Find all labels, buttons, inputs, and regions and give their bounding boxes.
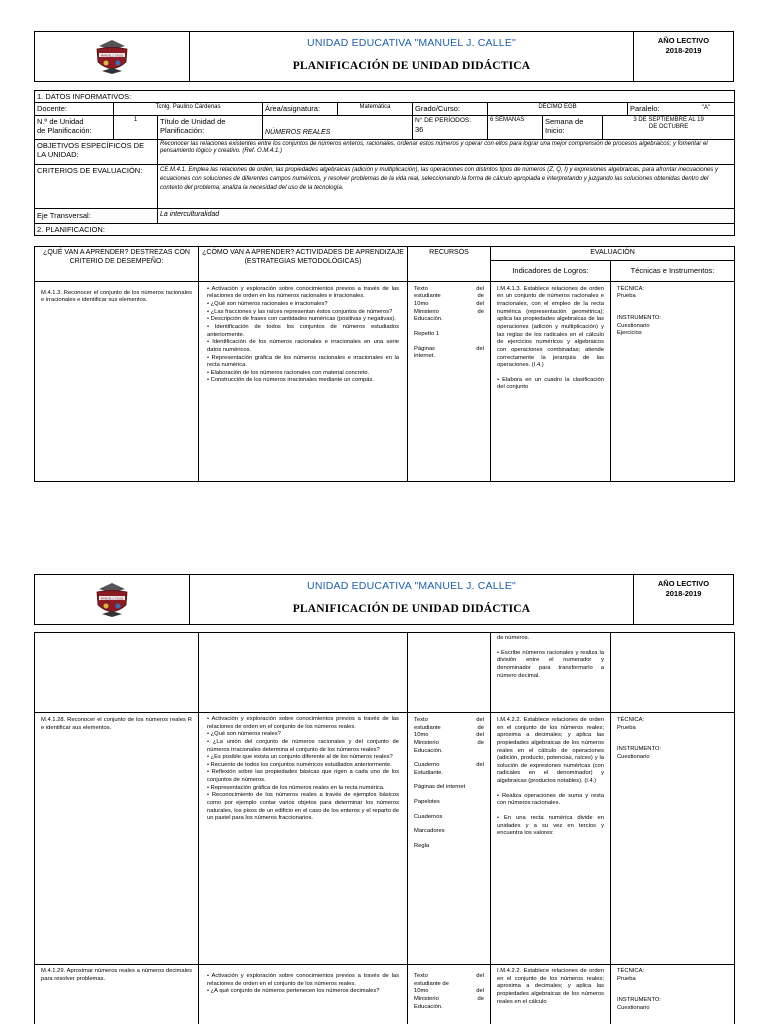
- actividades-cell: [199, 713, 408, 965]
- plan-table-page-2: [34, 632, 735, 1024]
- recurso-line: [414, 717, 484, 725]
- header-destrezas: ¿QUÉ VAN A APRENDER? DESTREZAS CON CRITERIO DE DESEMPEÑO:: [35, 247, 199, 282]
- actividad-item: • Identificación de los números racionales e irracionales en una serie datos numéricos.: [207, 339, 399, 353]
- recurso-line: [414, 973, 484, 981]
- instrumento-label: INSTRUMENTO:: [617, 746, 662, 753]
- actividad-item: • Representación gráfica de los números racionales e irracionales en la recta numérica.: [207, 354, 399, 369]
- tecnica-label: TÉCNICA:: [617, 717, 645, 723]
- recurso-text: del: [476, 717, 484, 723]
- recurso-text: Texto: [414, 285, 428, 292]
- objetivos-label: OBJETIVOS ESPECÍFICOS DE LA UNIDAD:: [35, 139, 158, 164]
- page-header: [34, 31, 734, 82]
- semana-value-line-2: DE OCTUBRE: [648, 124, 689, 131]
- tecnicas-cell: [611, 713, 735, 965]
- info-section-title: 1. DATOS INFORMATIVOS:: [35, 91, 735, 103]
- titulo-value: NÚMEROS REALES: [263, 115, 413, 139]
- recurso-text: Páginas: [414, 345, 435, 352]
- periodos-label: N° DE PERÍODOS:: [415, 116, 472, 124]
- actividad-item: • Reconocimiento de los números reales a través de ejemplos básicos como por ejemplo contar varios objetos para determinar los números naturales, los pisos de un edificio en el caso de los enteros y el reparto de un pastel para los números fraccionarios.: [207, 792, 399, 822]
- recurso-text: de: [477, 739, 484, 746]
- tecnica-label: TÉCNICA:: [617, 285, 645, 292]
- recurso-text: estudiante de: [414, 980, 449, 987]
- indicador-text: I.M.4.2.2. Establece relaciones de orden en el conjunto de los números reales; aproxima a decimales; y aplica las propiedades algebraicas de los números reales en el cálculo de operaciones (adición, producto, potencias, raíces) y la solución de expresiones numéricas (con radicales en el denominador) y algebraicas (productos notables). (I.4.): [497, 717, 604, 785]
- recurso-text: de: [477, 293, 484, 300]
- unidad-label-line-2: de Planificación:: [37, 126, 92, 136]
- school-crest-icon: [92, 38, 132, 76]
- semanas-value: 6 SEMANAS: [488, 115, 543, 139]
- unidad-label-line-1: N.º de Unidad: [37, 116, 84, 126]
- docente-label: Docente:: [35, 103, 114, 115]
- recurso-line: [414, 843, 484, 851]
- recurso-line: [414, 740, 484, 748]
- recurso-text: de: [477, 724, 484, 731]
- school-logo: [35, 575, 190, 624]
- unidad-label: [35, 115, 114, 139]
- recurso-line: [414, 353, 484, 361]
- recurso-line: [414, 828, 484, 836]
- paralelo-value: "A": [701, 105, 711, 112]
- header-actividades: ¿CÓMO VAN A APRENDER? ACTIVIDADES DE APRENDIZAJE (ESTRATEGIAS METODOLÓGICAS): [199, 247, 408, 282]
- recurso-text: estudiante: [414, 293, 441, 300]
- indicador-item: • Realiza operaciones de suma y resta con números racionales.: [497, 792, 604, 807]
- periodos-value: 36: [415, 124, 424, 134]
- actividad-item: • Construcción de los números irracionales mediante un compás.: [207, 377, 375, 384]
- actividad-item: • Representación gráfica de los números reales en la recta numérica.: [207, 784, 385, 791]
- recurso-text: Educación.: [414, 1003, 443, 1010]
- header-tecnicas: Técnicas e Instrumentos:: [611, 260, 735, 281]
- instrumento-value: Cuestionario: [617, 1004, 650, 1011]
- actividad-item: • ¿Las fracciones y las raíces representan éstos conjuntos de números?: [207, 308, 393, 315]
- year-value: 2018-2019: [665, 589, 702, 599]
- actividad-item: • ¿Es posible que exista un conjunto diferente al de los números reales?: [207, 754, 393, 761]
- recurso-text: 10mo: [414, 301, 429, 308]
- docente-value: Tcnlg. Paulino Cárdenas: [114, 103, 263, 115]
- actividades-cell: [199, 281, 408, 481]
- tecnicas-cell: [611, 281, 735, 481]
- tecnica-value: Prueba: [617, 975, 636, 982]
- tecnicas-cell: [611, 965, 735, 1024]
- recurso-text: de: [477, 308, 484, 315]
- recurso-line: [414, 996, 484, 1004]
- semana-label-line-2: Inicio:: [545, 126, 565, 136]
- criterios-value: CE.M.4.1. Emplea las relaciones de orden, las propiedades algebraicas (adición y multiplicación), las operaciones con distintos tipos de números (Z, Q, I) y expresiones algebraicas, para afrontar inecuaciones y ecuaciones con soluciones de diferentes campos numéricos, y resolver problemas de la vida real, seleccionando la forma de cálculo apropiada e interpretando y juzgando las soluciones obtenidas dentro del contexto del problema; analiza la necesidad del uso de la tecnología.: [158, 164, 735, 208]
- school-logo: [35, 32, 190, 81]
- recurso-text: del: [476, 285, 484, 292]
- recurso-line: [414, 293, 484, 301]
- unidad-value: 1: [114, 115, 158, 139]
- school-name: UNIDAD EDUCATIVA "MANUEL J. CALLE": [307, 580, 516, 592]
- recurso-text: estudiante: [414, 724, 441, 731]
- actividad-item: • Reflexión sobre las propiedades básicas que rigen a cada uno de los conjuntos de números.: [207, 769, 399, 784]
- year-value: 2018-2019: [665, 46, 702, 56]
- indicador-cell: [491, 281, 611, 481]
- recurso-line: [414, 770, 484, 778]
- semana-value: [603, 115, 735, 139]
- actividad-item: • Descripción de frases con cantidades numéricas (positivas y negativas).: [207, 316, 396, 323]
- recursos-cell: [408, 713, 491, 965]
- recurso-line: [414, 732, 484, 740]
- tecnica-value: Prueba: [617, 724, 636, 731]
- school-name: UNIDAD EDUCATIVA "MANUEL J. CALLE": [307, 37, 516, 49]
- eje-value: La interculturalidad: [158, 208, 735, 223]
- eje-label: Eje Transversal:: [35, 208, 158, 223]
- recurso-text: del: [476, 301, 484, 308]
- actividad-item: • ¿A qué conjunto de números pertenecen los números decimales?: [207, 988, 380, 995]
- actividad-item: • ¿Qué son números reales?: [207, 731, 281, 738]
- criterios-label: CRITERIOS DE EVALUACIÓN:: [35, 164, 158, 208]
- recurso-text: Marcadores: [414, 828, 445, 835]
- instrumento-value: Cuestionario: [617, 753, 650, 760]
- indicador-cell: I.M.4.2.2. Establece relaciones de orden en el conjunto de los números reales; aproxima a decimales; y aplica las propiedades algebraicas de los números reales en el cálculo: [491, 965, 611, 1024]
- indicador-text: de números.: [497, 635, 530, 641]
- tecnicas-cell: [611, 633, 735, 713]
- recurso-text: Texto: [414, 973, 428, 979]
- instrumento-label: INSTRUMENTO:: [617, 315, 662, 322]
- recurso-line: [414, 799, 484, 807]
- actividad-item: • Elaboración de los números racionales con material concreto.: [207, 369, 370, 376]
- recurso-text: Educación.: [414, 747, 443, 754]
- recurso-line: [414, 316, 484, 324]
- grado-value: DÉCIMO EGB: [488, 103, 628, 115]
- destreza-cell: M.4.1.29. Aproximar números reales a números decimales para resolver problemas.: [35, 965, 199, 1024]
- recurso-line: [414, 725, 484, 733]
- recurso-text: Ministerio: [414, 995, 439, 1002]
- destreza-cell: M.4.1.28. Reconocer el conjunto de los números reales R e identificar sus elementos.: [35, 713, 199, 965]
- recurso-text: Ministerio: [414, 739, 439, 746]
- recurso-line: [414, 748, 484, 756]
- objetivos-value: Reconocer las relaciones existentes entre los conjuntos de números enteros, racionales, ordenar estos números y operar con ellos para lograr una mejor comprensión de procesos algebraicos; y fomentar el pensamiento lógico y creativo. (Ref. O.M.4.1.): [158, 139, 735, 164]
- recurso-text: Regla: [414, 843, 430, 850]
- recurso-text: internet.: [414, 353, 435, 360]
- school-crest-icon: [92, 581, 132, 619]
- page-header-2: [34, 574, 734, 625]
- year-label: AÑO LECTIVO: [657, 579, 710, 588]
- recurso-line: [414, 762, 484, 770]
- header-evaluacion: EVALUACIÓN: [491, 247, 735, 261]
- recurso-text: Cuaderno: [414, 762, 440, 769]
- recursos-cell: [408, 965, 491, 1024]
- paralelo-label: Paralelo:: [630, 104, 660, 114]
- indicador-item: • Escribe números racionales y realiza la división entre el numerador y denominador para transformarlo a número decimal.: [497, 649, 604, 679]
- actividad-item: • Activación y exploración sobre conocimientos previos a través de las relaciones de orden en el conjunto de los números reales.: [207, 716, 399, 730]
- recurso-text: del: [476, 988, 484, 995]
- recurso-text: de: [477, 995, 484, 1002]
- recurso-text: del: [476, 732, 484, 739]
- indicador-item: • Elabora en un cuadro la clasificación del conjunto: [497, 376, 604, 391]
- plan-table-page-1: [34, 246, 735, 482]
- actividad-item: • Activación y exploración sobre conocimientos previos a través de las relaciones de orden en los números racionales e irracionales.: [207, 285, 399, 300]
- semana-label: [543, 115, 603, 139]
- recurso-line: [414, 1004, 484, 1012]
- indicador-cell: [491, 633, 611, 713]
- recurso-text: Educación.: [414, 316, 443, 323]
- semana-label-line-1: Semana de: [545, 116, 584, 126]
- destreza-cell: M.4.1.3. Reconocer el conjunto de los números racionales e irracionales e identificar sus elementos.: [35, 281, 199, 481]
- recurso-line: [414, 301, 484, 309]
- grado-label: Grado/Curso:: [413, 103, 488, 115]
- logo-text: MANUEL J. CALLE: [100, 53, 124, 57]
- actividad-item: • Identificación de todos los conjuntos de números estudiados anteriormente.: [207, 323, 399, 338]
- recurso-line: [414, 784, 484, 792]
- info-table: [34, 90, 735, 236]
- titulo-label-line-1: Título de Unidad de: [160, 116, 226, 126]
- periodos-cell: [413, 115, 488, 139]
- recurso-line: [414, 988, 484, 996]
- recursos-cell: [408, 633, 491, 713]
- recurso-text: 10mo: [414, 732, 429, 739]
- recurso-line: [414, 331, 484, 339]
- actividades-cell: [199, 965, 408, 1024]
- plan-section-title: 2. PLANIFICACION:: [35, 223, 735, 235]
- instrumento-value: Ejercicios: [617, 330, 642, 337]
- recursos-cell: [408, 281, 491, 481]
- recurso-text: Texto: [414, 717, 428, 723]
- instrumento-value: Cuestionario: [617, 322, 650, 329]
- recurso-text: Repetto 1: [414, 330, 440, 337]
- tecnica-value: Prueba: [617, 293, 636, 300]
- indicador-text: I.M.4.1.3. Establece relaciones de orden en un conjunto de números racionales e irracionales, con el empleo de la recta numérica (representación geométrica); aplica las propiedades algebraicas de las operaciones (adición y multiplicación) y las reglas de los radicales en el cálculo de ejercicios numéricos y algebraicos con operaciones combinadas; atiende correctamente la jerarquía de las operaciones. (I.4.): [497, 285, 604, 369]
- recurso-line: [414, 286, 484, 294]
- indicador-cell: [491, 713, 611, 965]
- semana-value-line-1: 3 DE SEPTIEMBRE AL 19: [633, 116, 704, 123]
- recurso-line: [414, 814, 484, 822]
- recurso-line: [414, 346, 484, 354]
- indicador-item: • En una recta numérica divide en unidades y a su vez en tercios y encuentra los valores:: [497, 815, 604, 837]
- recurso-text: 10mo: [414, 988, 429, 995]
- actividad-item: • Recuento de todos los conjuntos numéricos estudiados anteriormente.: [207, 761, 392, 768]
- document-title: PLANIFICACIÓN DE UNIDAD DIDÁCTICA: [292, 603, 531, 616]
- destreza-cell: [35, 633, 199, 713]
- titulo-label: [158, 115, 263, 139]
- recurso-text: Ministerio: [414, 308, 439, 315]
- recurso-text: Papelotes: [414, 799, 440, 806]
- titulo-label-line-2: Planificación:: [160, 126, 205, 136]
- recurso-line: [414, 981, 484, 989]
- actividad-item: • ¿Qué son números racionales e irracionales?: [207, 301, 328, 308]
- document-title: PLANIFICACIÓN DE UNIDAD DIDÁCTICA: [292, 60, 531, 73]
- actividades-cell: [199, 633, 408, 713]
- tecnica-label: TÉCNICA:: [617, 968, 645, 974]
- paralelo-cell: [628, 103, 735, 115]
- actividad-item: • Activación y exploración sobre conocimientos previos a través de las relaciones de orden en el conjunto de los números reales.: [207, 973, 399, 987]
- year-label: AÑO LECTIVO: [657, 36, 710, 45]
- actividad-item: • ¿La unión del conjunto de números racionales y del conjunto de números irracionales determina el conjunto de los números reales?: [207, 738, 399, 753]
- area-label: Área/asignatura:: [263, 103, 338, 115]
- header-recursos: RECURSOS: [408, 247, 491, 282]
- logo-text: MANUEL J. CALLE: [100, 596, 124, 600]
- recurso-text: Cuadernos: [414, 813, 443, 820]
- recurso-line: [414, 309, 484, 317]
- header-indicadores: Indicadores de Logros:: [491, 260, 611, 281]
- recurso-text: del: [476, 762, 484, 769]
- recurso-text: del: [476, 345, 484, 352]
- recurso-text: del: [476, 973, 484, 979]
- instrumento-label: INSTRUMENTO:: [617, 997, 662, 1004]
- recurso-text: Páginas del internet: [414, 784, 466, 791]
- recurso-text: Estudiante.: [414, 769, 444, 776]
- area-value: Matemática: [338, 103, 413, 115]
